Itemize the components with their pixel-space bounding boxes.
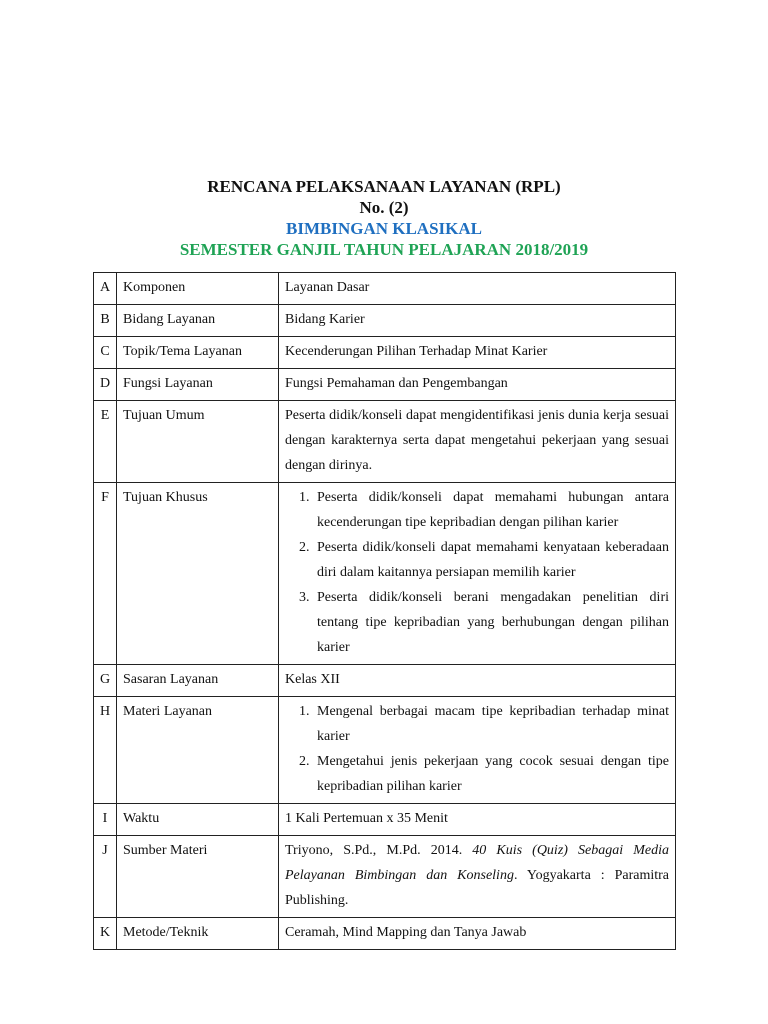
- row-label: Tujuan Umum: [117, 401, 279, 483]
- list-item: 2. Peserta didik/konseli dapat memahami kenyataan keberadaan diri dalam kaitannya persiapan memilih karier: [313, 535, 669, 585]
- row-letter: H: [94, 697, 117, 804]
- row-value: Fungsi Pemahaman dan Pengembangan: [279, 369, 676, 401]
- row-label: Sumber Materi: [117, 836, 279, 918]
- row-label: Metode/Teknik: [117, 918, 279, 950]
- row-value: [279, 483, 676, 665]
- document-number: No. (2): [359, 198, 409, 217]
- table-row-e: [94, 401, 676, 483]
- row-value: Kelas XII: [279, 665, 676, 697]
- document-semester: SEMESTER GANJIL TAHUN PELAJARAN 2018/2019: [179, 240, 589, 259]
- row-value: Ceramah, Mind Mapping dan Tanya Jawab: [279, 918, 676, 950]
- row-letter: G: [94, 665, 117, 697]
- source-author: Triyono, S.Pd., M.Pd. 2014.: [285, 843, 473, 858]
- row-label: Komponen: [117, 273, 279, 305]
- source-title: 40 Kuis (Quiz) Sebagai Media Pelayanan Bimbingan dan Konseling: [285, 843, 669, 883]
- table-row-k: [94, 918, 676, 950]
- row-value: Bidang Karier: [279, 305, 676, 337]
- row-value: Peserta didik/konseli dapat mengidentifikasi jenis dunia kerja sesuai dengan karakternya serta dapat mengetahui pekerjaan yang sesuai dengan dirinya.: [279, 401, 676, 483]
- document-subtitle: BIMBINGAN KLASIKAL: [285, 219, 482, 238]
- row-letter: B: [94, 305, 117, 337]
- document-heading: [0, 176, 768, 260]
- list-item: 1. Peserta didik/konseli dapat memahami hubungan antara kecenderungan tipe kepribadian dengan pilihan karier: [313, 485, 669, 535]
- table-row-j: [94, 836, 676, 918]
- row-label: Bidang Layanan: [117, 305, 279, 337]
- row-letter: I: [94, 804, 117, 836]
- table-row-i: [94, 804, 676, 836]
- material-list: [285, 699, 669, 799]
- table-row-c: [94, 337, 676, 369]
- row-label: Tujuan Khusus: [117, 483, 279, 665]
- table-row-a: [94, 273, 676, 305]
- row-letter: K: [94, 918, 117, 950]
- rpl-table: [93, 272, 676, 950]
- row-label: Waktu: [117, 804, 279, 836]
- row-label: Fungsi Layanan: [117, 369, 279, 401]
- row-label: Materi Layanan: [117, 697, 279, 804]
- row-letter: F: [94, 483, 117, 665]
- row-value: [279, 697, 676, 804]
- document-title: RENCANA PELAKSANAAN LAYANAN (RPL): [207, 177, 561, 196]
- row-value: 1 Kali Pertemuan x 35 Menit: [279, 804, 676, 836]
- list-item: 1. Mengenal berbagai macam tipe kepribadian terhadap minat karier: [313, 699, 669, 749]
- row-value: Layanan Dasar: [279, 273, 676, 305]
- row-letter: J: [94, 836, 117, 918]
- list-item: 3. Peserta didik/konseli berani mengadakan penelitian diri tentang tipe kepribadian yang berhubungan dengan pilihan karier: [313, 585, 669, 660]
- table-row-g: [94, 665, 676, 697]
- row-value: [279, 836, 676, 918]
- table-row-b: [94, 305, 676, 337]
- table-row-d: [94, 369, 676, 401]
- source-publisher: . Yogyakarta : Paramitra Publishing.: [285, 868, 669, 908]
- table-row-h: [94, 697, 676, 804]
- row-label: Sasaran Layanan: [117, 665, 279, 697]
- row-label: Topik/Tema Layanan: [117, 337, 279, 369]
- row-value: Kecenderungan Pilihan Terhadap Minat Karier: [279, 337, 676, 369]
- table-row-f: [94, 483, 676, 665]
- objective-list: [285, 485, 669, 660]
- list-item: 2. Mengetahui jenis pekerjaan yang cocok sesuai dengan tipe kepribadian pilihan karier: [313, 749, 669, 799]
- row-letter: D: [94, 369, 117, 401]
- row-letter: A: [94, 273, 117, 305]
- row-letter: E: [94, 401, 117, 483]
- row-letter: C: [94, 337, 117, 369]
